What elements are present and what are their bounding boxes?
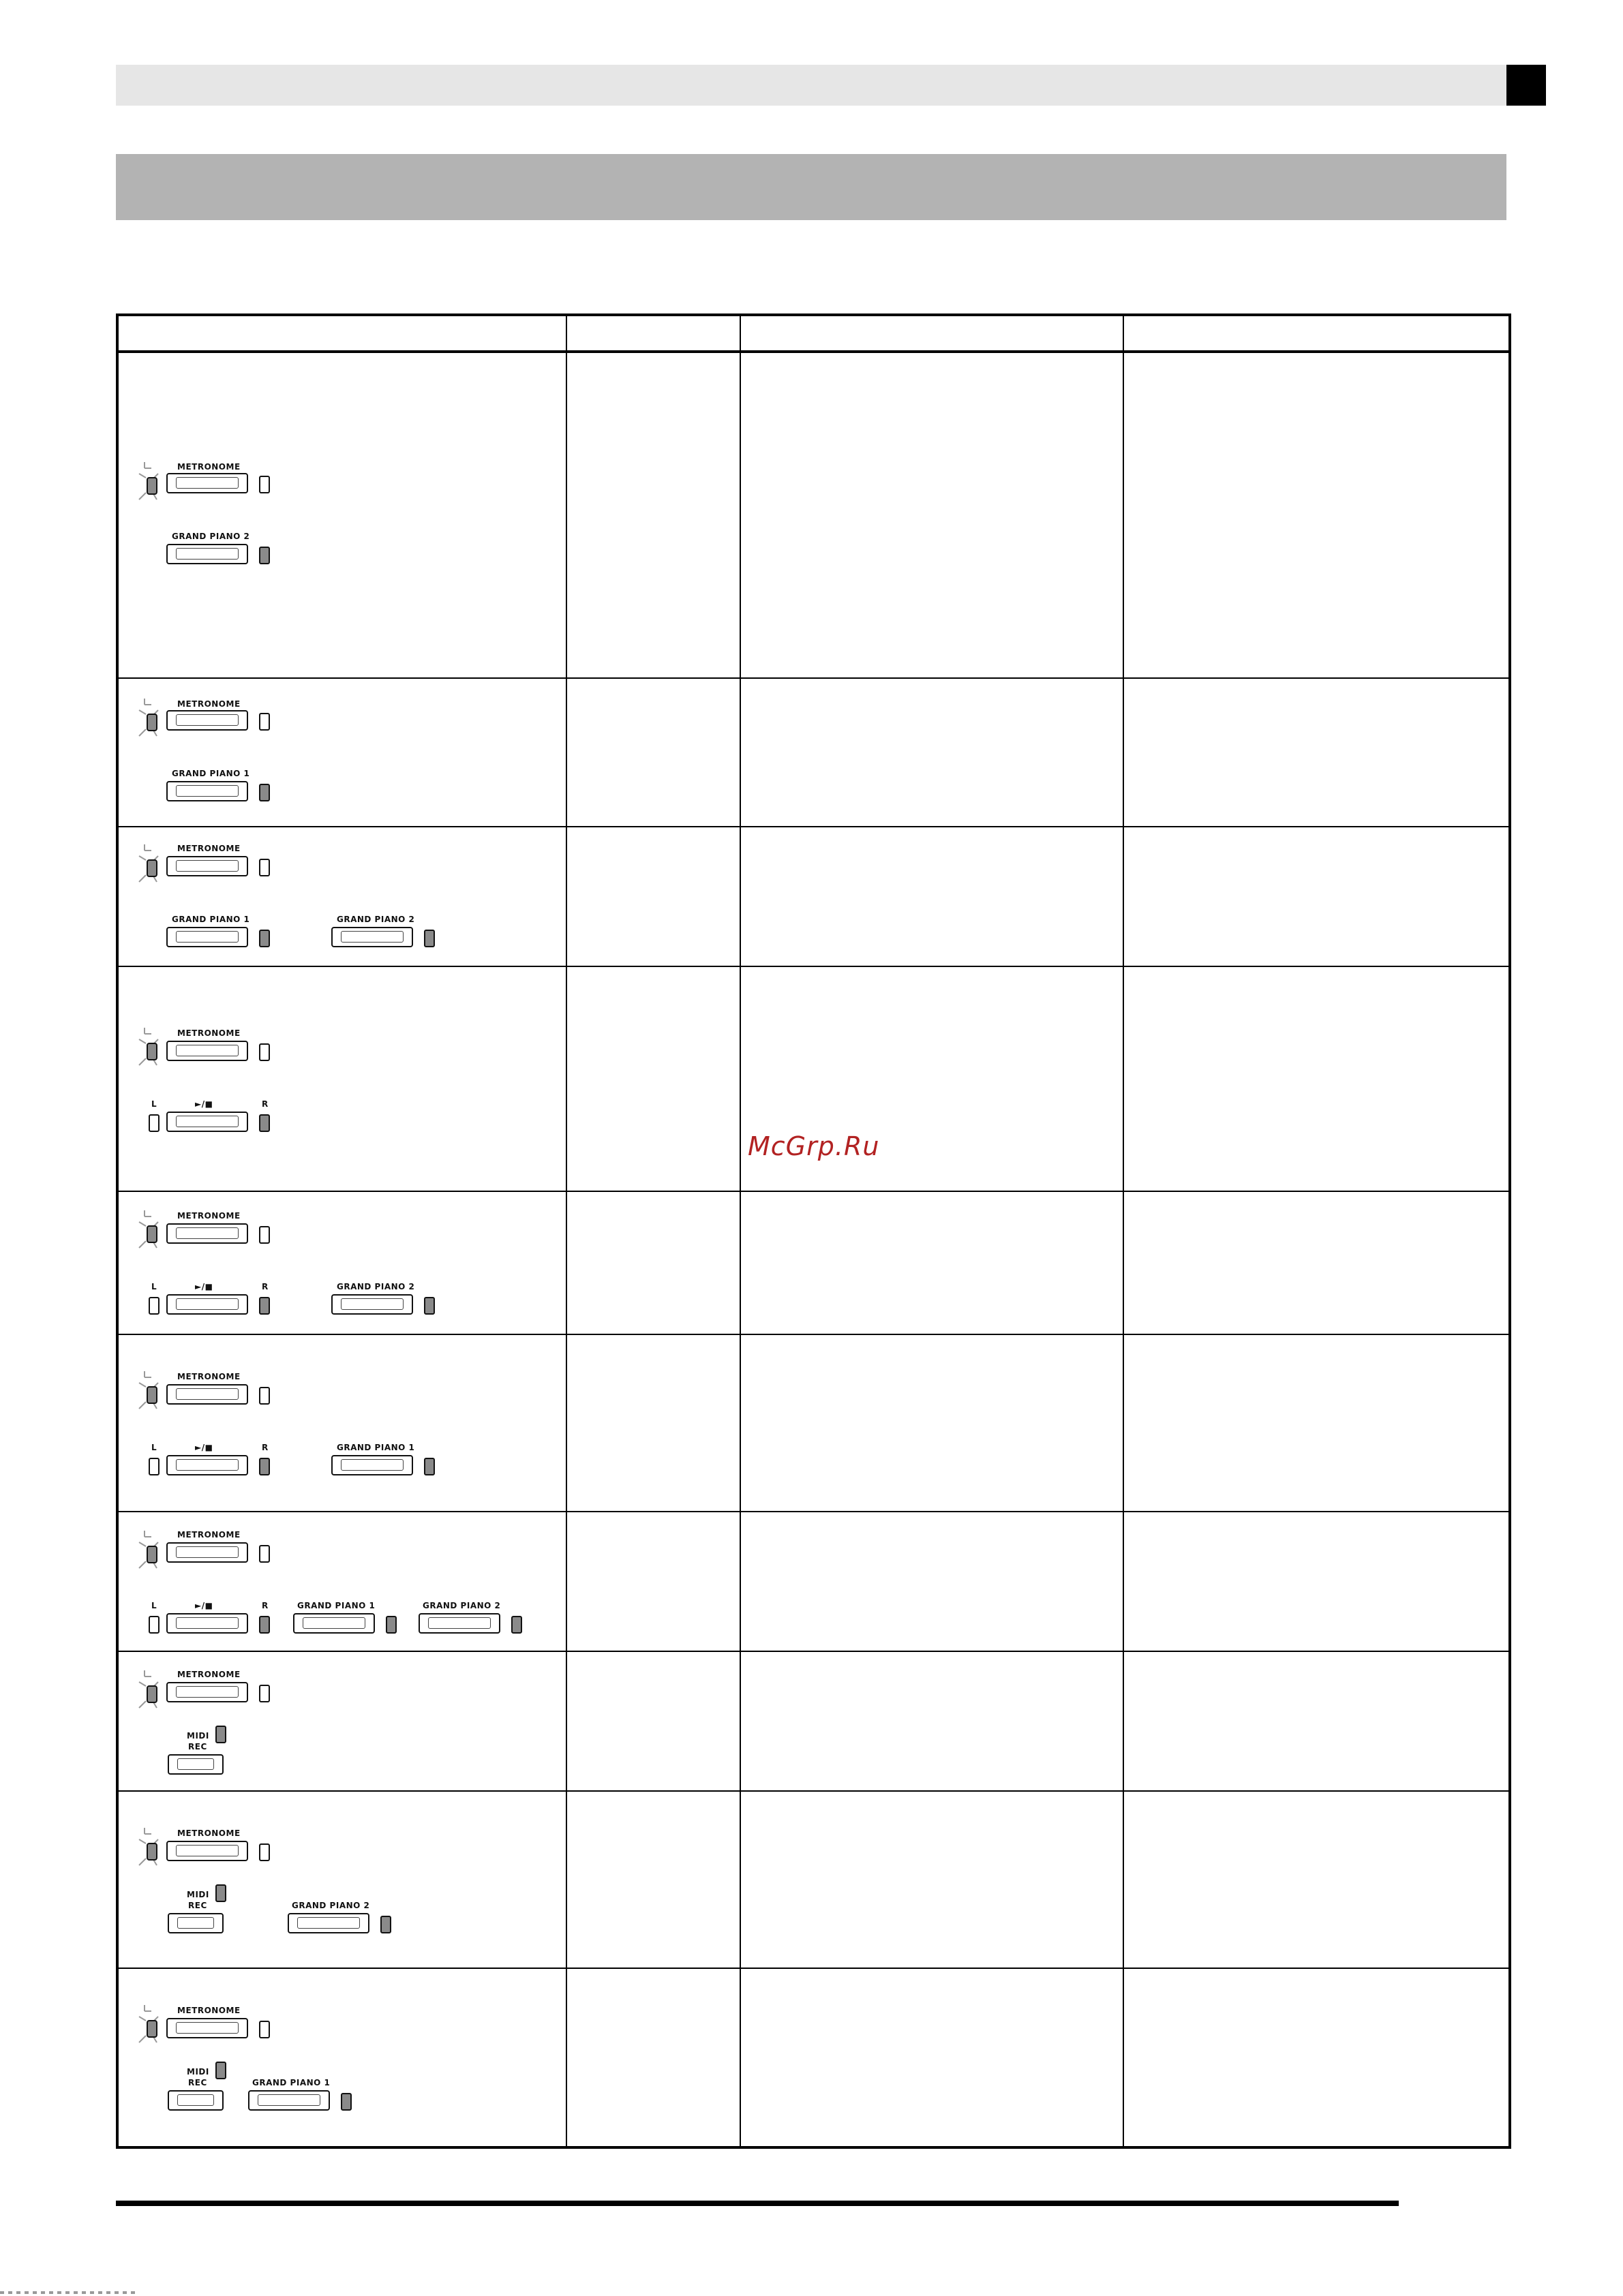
metronome-led (259, 859, 270, 876)
grand-piano-2-button[interactable] (331, 927, 413, 947)
grand-piano-2-button[interactable] (331, 1294, 413, 1315)
midi-rec-button[interactable] (168, 2090, 224, 2111)
metronome-label: METRONOME (177, 462, 241, 472)
grand-piano-2-label: GRAND PIANO 2 (423, 1601, 501, 1610)
grand-piano-1-button[interactable] (331, 1455, 413, 1475)
metronome-button[interactable] (166, 1682, 248, 1702)
grand-piano-1-button[interactable] (248, 2090, 330, 2111)
button-led-table (116, 313, 1511, 2149)
midi-label: MIDI (187, 1731, 209, 1741)
metronome-led (259, 2021, 270, 2038)
metronome-led (259, 1545, 270, 1563)
metronome-button[interactable] (166, 1542, 248, 1563)
metronome-button[interactable] (166, 1041, 248, 1061)
metronome-led (259, 1843, 270, 1861)
left-part-led (149, 1458, 160, 1475)
button-diagram (119, 1652, 562, 1790)
grand-piano-2-led (424, 930, 435, 947)
metronome-button[interactable] (166, 856, 248, 876)
button-diagram (119, 967, 562, 1191)
play-stop-label: ►/■ (195, 1601, 213, 1610)
footer-rule (116, 2201, 1399, 2206)
metronome-led (259, 476, 270, 493)
rec-label: REC (188, 2078, 207, 2087)
section-title-bar (116, 154, 1506, 220)
grand-piano-1-label: GRAND PIANO 1 (252, 2078, 331, 2087)
play-stop-button[interactable] (166, 1455, 248, 1475)
right-part-led (259, 1297, 270, 1315)
grand-piano-2-label: GRAND PIANO 2 (172, 532, 250, 541)
right-part-label: R (262, 1099, 269, 1109)
play-stop-button[interactable] (166, 1294, 248, 1315)
grand-piano-1-label: GRAND PIANO 1 (172, 769, 250, 778)
right-part-label: R (262, 1601, 269, 1610)
right-part-label: R (262, 1443, 269, 1452)
grand-piano-2-label: GRAND PIANO 2 (337, 1282, 415, 1291)
play-stop-label: ►/■ (195, 1443, 213, 1452)
play-stop-label: ►/■ (195, 1099, 213, 1109)
grand-piano-1-button[interactable] (166, 927, 248, 947)
grand-piano-1-label: GRAND PIANO 1 (172, 915, 250, 924)
table-row (119, 1792, 1508, 1969)
table-row (119, 827, 1508, 967)
metronome-button[interactable] (166, 1841, 248, 1861)
metronome-label: METRONOME (177, 2006, 241, 2015)
button-diagram (119, 679, 562, 826)
table-row (119, 1335, 1508, 1512)
midi-label: MIDI (187, 2067, 209, 2077)
button-diagram (119, 1969, 562, 2146)
play-stop-label: ►/■ (195, 1282, 213, 1291)
grand-piano-2-label: GRAND PIANO 2 (292, 1901, 370, 1910)
grand-piano-2-label: GRAND PIANO 2 (337, 915, 415, 924)
play-stop-button[interactable] (166, 1112, 248, 1132)
button-diagram (119, 1192, 562, 1334)
midi-label: MIDI (187, 1890, 209, 1899)
midi-rec-button[interactable] (168, 1913, 224, 1933)
metronome-button[interactable] (166, 473, 248, 493)
metronome-button[interactable] (166, 710, 248, 731)
left-part-label: L (151, 1601, 157, 1610)
left-part-label: L (151, 1099, 157, 1109)
metronome-label: METRONOME (177, 1372, 241, 1381)
grand-piano-1-led (259, 784, 270, 801)
grand-piano-1-led (386, 1616, 397, 1634)
left-part-label: L (151, 1282, 157, 1291)
chapter-tab-marker (1506, 65, 1546, 106)
button-diagram (119, 353, 562, 677)
metronome-led (259, 1226, 270, 1244)
button-diagram (119, 827, 562, 966)
grand-piano-1-label: GRAND PIANO 1 (297, 1601, 376, 1610)
grand-piano-1-label: GRAND PIANO 1 (337, 1443, 415, 1452)
right-part-led (259, 1616, 270, 1634)
metronome-button[interactable] (166, 2018, 248, 2038)
table-row (119, 679, 1508, 827)
midi-rec-led (215, 1884, 226, 1902)
table-row (119, 1969, 1508, 2146)
button-diagram (119, 1512, 562, 1651)
grand-piano-2-led (259, 547, 270, 564)
table-header (119, 316, 1508, 353)
grand-piano-2-button[interactable] (166, 544, 248, 564)
left-part-led (149, 1616, 160, 1634)
right-part-led (259, 1114, 270, 1132)
grand-piano-1-led (259, 930, 270, 947)
left-part-led (149, 1297, 160, 1315)
table-row (119, 1652, 1508, 1792)
table-row (119, 353, 1508, 679)
button-diagram (119, 1335, 562, 1511)
table-row (119, 1512, 1508, 1652)
button-diagram (119, 1792, 562, 1968)
grand-piano-1-button[interactable] (293, 1613, 375, 1634)
metronome-led (259, 1685, 270, 1702)
footer-dots (0, 2291, 136, 2294)
metronome-button[interactable] (166, 1223, 248, 1244)
midi-rec-led (215, 1726, 226, 1743)
play-stop-button[interactable] (166, 1613, 248, 1634)
midi-rec-button[interactable] (168, 1754, 224, 1775)
metronome-label: METRONOME (177, 699, 241, 709)
grand-piano-1-led (341, 2093, 352, 2111)
metronome-label: METRONOME (177, 844, 241, 853)
right-part-led (259, 1458, 270, 1475)
metronome-button[interactable] (166, 1384, 248, 1405)
header-bar (116, 65, 1506, 106)
metronome-label: METRONOME (177, 1530, 241, 1540)
watermark-text: McGrp.Ru (748, 1131, 880, 1161)
metronome-label: METRONOME (177, 1670, 241, 1679)
rec-label: REC (188, 1742, 207, 1751)
grand-piano-1-button[interactable] (166, 781, 248, 801)
grand-piano-2-led (380, 1916, 391, 1933)
grand-piano-2-led (511, 1616, 522, 1634)
left-part-label: L (151, 1443, 157, 1452)
metronome-led (259, 713, 270, 731)
midi-rec-led (215, 2062, 226, 2079)
metronome-label: METRONOME (177, 1828, 241, 1838)
table-row (119, 1192, 1508, 1335)
metronome-led (259, 1387, 270, 1405)
right-part-label: R (262, 1282, 269, 1291)
rec-label: REC (188, 1901, 207, 1910)
grand-piano-2-button[interactable] (419, 1613, 500, 1634)
left-part-led (149, 1114, 160, 1132)
grand-piano-2-led (424, 1297, 435, 1315)
metronome-led (259, 1043, 270, 1061)
grand-piano-1-led (424, 1458, 435, 1475)
grand-piano-2-button[interactable] (288, 1913, 369, 1933)
metronome-label: METRONOME (177, 1211, 241, 1221)
metronome-label: METRONOME (177, 1028, 241, 1038)
